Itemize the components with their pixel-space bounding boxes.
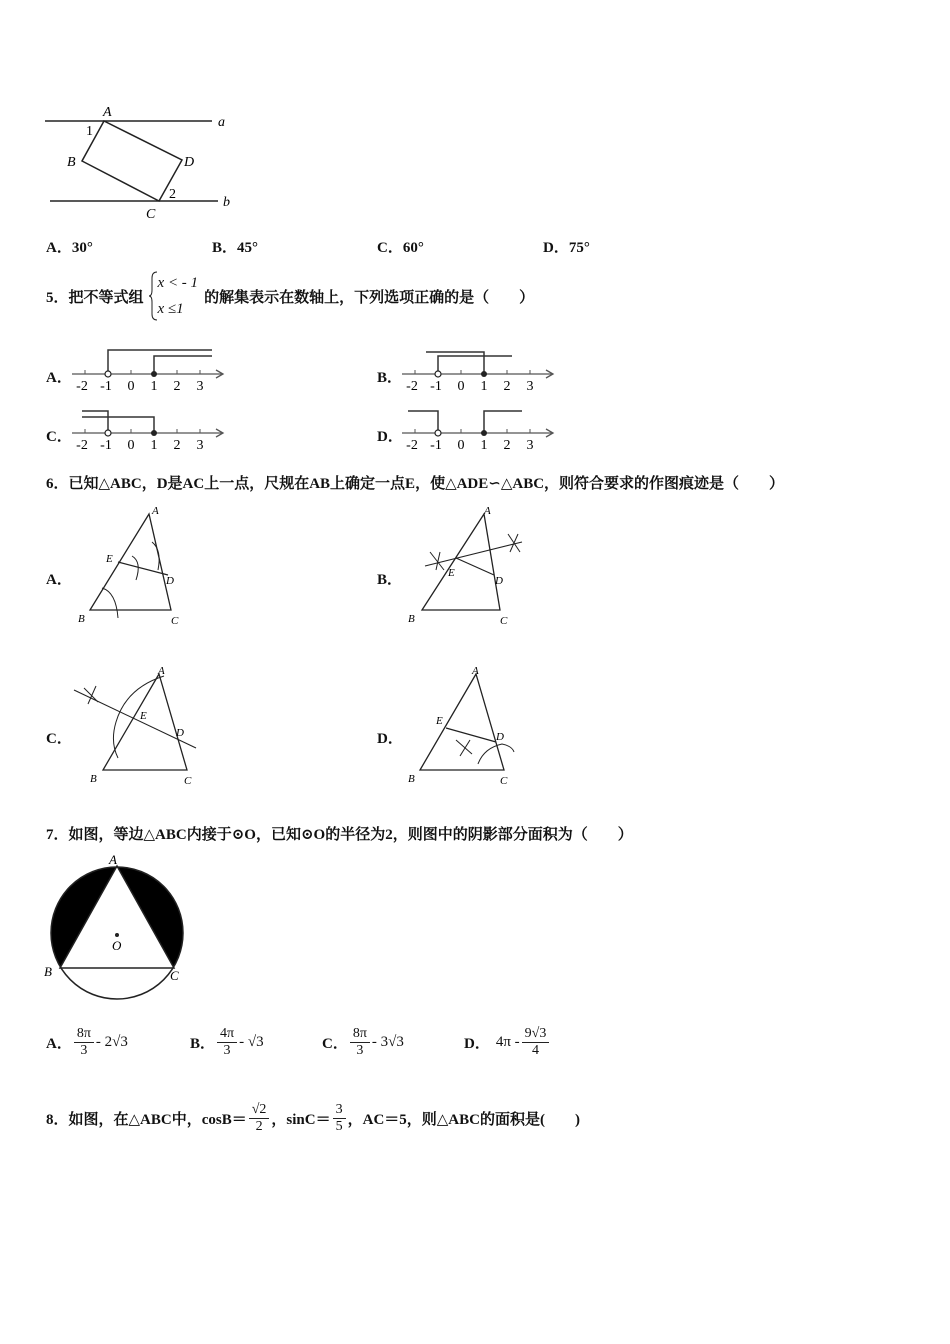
q6-text: 已知△ABC，D是AC上一点，尺规在AB上确定一点E，使△ADE∽△ABC，则符合要求的作图痕迹是（ ） xyxy=(68,476,785,492)
q5-ineq-1: x < - 1 xyxy=(157,275,199,291)
svg-text:1: 1 xyxy=(480,379,488,394)
q5-option-c[interactable]: C． xyxy=(46,429,72,445)
svg-text:1: 1 xyxy=(480,438,488,453)
q5-numberline-b[interactable] xyxy=(398,346,558,396)
q4-option-c[interactable]: C．60° xyxy=(377,240,424,256)
q4-label-B: B xyxy=(67,155,76,170)
q7-label-O: O xyxy=(112,938,122,953)
q4-label-b: b xyxy=(223,195,230,210)
q5-number: 5． xyxy=(46,289,69,306)
q5-numberline-a[interactable] xyxy=(68,346,228,396)
q6-stem xyxy=(46,472,784,493)
q8-sin-fraction: $\frac{3}{5}$ xyxy=(333,1102,346,1135)
q7-label-B: B xyxy=(44,964,52,979)
svg-text:-1: -1 xyxy=(100,379,112,394)
q7-label-A: A xyxy=(109,852,117,867)
svg-text:B: B xyxy=(90,773,97,785)
q8-cos-fraction: $\frac{√2}{2}$ xyxy=(249,1102,270,1135)
svg-text:C: C xyxy=(500,615,508,627)
svg-text:C: C xyxy=(184,775,192,787)
svg-text:2: 2 xyxy=(503,438,511,453)
svg-text:A: A xyxy=(472,665,479,677)
svg-text:D: D xyxy=(495,575,503,587)
q8-part1: 如图，在△ABC中，cosB＝ xyxy=(68,1112,247,1128)
q4-label-A: A xyxy=(103,105,112,120)
svg-text:3: 3 xyxy=(526,438,534,453)
svg-text:2: 2 xyxy=(173,438,181,453)
q6-figure-b[interactable] xyxy=(400,500,530,630)
q4-label-D: D xyxy=(184,155,195,170)
q7-number: 7． xyxy=(46,827,69,843)
q8-part3: ，AC＝5，则△ABC的面积是( ) xyxy=(347,1112,580,1128)
svg-text:A: A xyxy=(484,505,491,517)
svg-text:1: 1 xyxy=(150,438,158,453)
q7-figure xyxy=(40,850,190,1010)
svg-text:C: C xyxy=(500,775,508,787)
q5-system xyxy=(148,270,199,322)
q4-angle-2: 2 xyxy=(169,187,176,202)
svg-text:0: 0 xyxy=(457,379,465,394)
q5-option-b[interactable]: B． xyxy=(377,370,403,386)
svg-text:2: 2 xyxy=(503,379,511,394)
q5-stem xyxy=(46,268,534,324)
q6-option-a[interactable]: A． xyxy=(46,572,72,588)
svg-text:-1: -1 xyxy=(100,438,112,453)
svg-text:-1: -1 xyxy=(430,379,442,394)
svg-text:-2: -2 xyxy=(406,438,418,453)
q6-option-b[interactable]: B． xyxy=(377,572,403,588)
svg-text:E: E xyxy=(436,715,443,727)
svg-text:1: 1 xyxy=(150,379,158,394)
svg-text:3: 3 xyxy=(526,379,534,394)
q7-label-C: C xyxy=(170,968,179,983)
q6-number: 6． xyxy=(46,476,69,492)
q5-suffix: 的解集表示在数轴上，下列选项正确的是（ ） xyxy=(204,289,535,306)
svg-text:E: E xyxy=(140,710,147,722)
svg-text:D: D xyxy=(496,731,504,743)
q7-option-a[interactable]: A． $\frac{8\pi}{3}$ - 2√3 xyxy=(46,1026,128,1058)
q8-part2: ，sinC＝ xyxy=(271,1112,331,1128)
svg-text:0: 0 xyxy=(457,438,465,453)
svg-text:D: D xyxy=(166,575,174,587)
q6-option-d[interactable]: D． xyxy=(377,731,403,747)
svg-text:A: A xyxy=(152,505,159,517)
q7-text: 如图，等边△ABC内接于⊙O，已知⊙O的半径为2，则图中的阴影部分面积为（ ） xyxy=(68,827,633,843)
svg-text:3: 3 xyxy=(196,438,204,453)
q6-figure-a[interactable] xyxy=(70,500,190,630)
q7-option-b[interactable]: B． $\frac{4\pi}{3}$ - √3 xyxy=(190,1026,264,1058)
q4-option-b[interactable]: B．45° xyxy=(212,240,259,256)
q7-option-d[interactable]: D． 4π - $\frac{9√3}{4}$ xyxy=(464,1026,551,1059)
q7-option-c[interactable]: C． $\frac{8\pi}{3}$ - 3√3 xyxy=(322,1026,404,1058)
svg-text:-2: -2 xyxy=(76,379,88,394)
q6-figure-c[interactable] xyxy=(70,660,200,790)
q5-option-d[interactable]: D． xyxy=(377,429,403,445)
q5-numberline-c[interactable] xyxy=(68,405,228,455)
svg-text:0: 0 xyxy=(127,379,135,394)
svg-text:0: 0 xyxy=(127,438,135,453)
q4-label-C: C xyxy=(146,207,156,222)
q8-stem xyxy=(46,1102,580,1135)
q4-option-d[interactable]: D．75° xyxy=(543,240,590,256)
svg-text:A: A xyxy=(158,665,165,677)
q7-stem xyxy=(46,823,633,844)
q4-figure xyxy=(40,100,240,225)
q5-ineq-2: x ≤1 xyxy=(157,301,184,317)
svg-text:2: 2 xyxy=(173,379,181,394)
q6-figure-d[interactable] xyxy=(400,660,530,790)
q4-label-a: a xyxy=(218,115,225,130)
q5-option-a[interactable]: A． xyxy=(46,370,72,386)
svg-text:B: B xyxy=(78,613,85,625)
svg-text:3: 3 xyxy=(196,379,204,394)
q4-angle-1: 1 xyxy=(86,124,93,139)
q4-option-a[interactable]: A．30° xyxy=(46,240,93,256)
q5-numberline-d[interactable] xyxy=(398,405,558,455)
svg-text:-1: -1 xyxy=(430,438,442,453)
q5-prefix: 把不等式组 xyxy=(68,289,144,306)
svg-text:E: E xyxy=(106,553,113,565)
svg-text:B: B xyxy=(408,773,415,785)
q6-option-c[interactable]: C． xyxy=(46,731,72,747)
svg-text:-2: -2 xyxy=(406,379,418,394)
svg-text:-2: -2 xyxy=(76,438,88,453)
svg-text:C: C xyxy=(171,615,179,627)
q8-number: 8． xyxy=(46,1112,69,1128)
svg-text:D: D xyxy=(176,727,184,739)
svg-text:E: E xyxy=(448,567,455,579)
svg-text:B: B xyxy=(408,613,415,625)
